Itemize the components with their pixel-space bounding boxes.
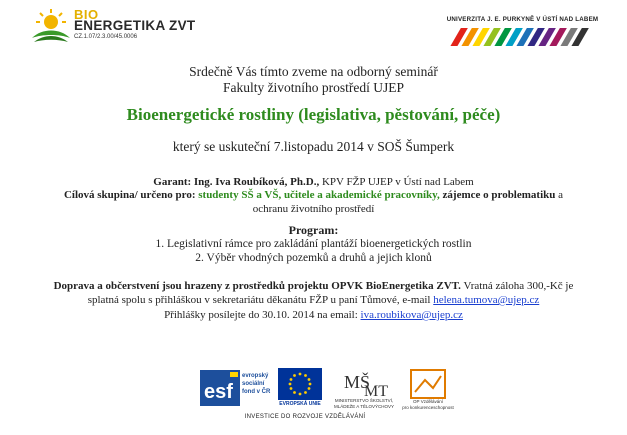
esf-text-3: fond v ČR xyxy=(242,389,271,395)
target-group-line-2: ochranu životního prostředí xyxy=(252,203,375,215)
esf-text-2: sociální xyxy=(242,381,265,387)
program-item-1: 1. Legislativní rámce pro zakládání plantáží bioenergetických rostlin xyxy=(155,238,472,250)
seminar-title: Bioenergetické rostliny (legislativa, pěstování, péče) xyxy=(126,105,501,124)
target-label: Cílová skupina/ určeno pro: xyxy=(63,189,196,201)
application-email-link[interactable]: iva.roubikova@ujep.cz xyxy=(360,309,463,321)
invitation-line: Srdečně Vás tímto zveme na odborný seminář xyxy=(189,64,438,79)
msmt-logo-icon xyxy=(334,368,394,398)
ujep-logo xyxy=(430,16,615,50)
svg-text:MŠ: MŠ xyxy=(344,372,371,392)
target-tail: a xyxy=(555,189,564,201)
target-group-line xyxy=(0,189,627,201)
eu-logo xyxy=(278,368,322,408)
payment-text: splatná spolu s přihláškou v sekretariátu děkanátu FŽP u paní Tůmové, e-mail xyxy=(87,294,434,306)
svg-text:esf: esf xyxy=(204,381,233,403)
application-line xyxy=(0,309,627,321)
opvk-logo xyxy=(402,368,454,410)
opvk-logo-icon xyxy=(405,368,451,400)
eu-text: EVROPSKÁ UNIE xyxy=(279,401,321,407)
logo-bio-text: BIO xyxy=(74,7,99,22)
garant-line xyxy=(0,176,627,188)
ujep-logo-text: UNIVERZITA J. E. PURKYNĚ V ÚSTÍ NAD LABEM xyxy=(446,16,599,23)
funding-line xyxy=(0,280,627,292)
date-line: který se uskuteční 7.listopadu 2014 v SOŠ Šumperk xyxy=(172,139,455,154)
ujep-stripes-icon xyxy=(448,26,598,48)
opvk-text-1: OP Vzdělávání xyxy=(413,399,443,404)
faculty-line: Fakulty životního prostředí UJEP xyxy=(222,80,405,95)
esf-logo xyxy=(200,368,272,408)
eu-flag-icon xyxy=(278,368,322,400)
footer-caption: INVESTICE DO ROZVOJE VZDĚLÁVÁNÍ xyxy=(244,414,366,420)
msmt-text-2: MLÁDEŽE A TĚLOVÝCHOVY xyxy=(334,403,394,409)
payment-line xyxy=(0,294,627,306)
sun-leaf-icon xyxy=(30,8,72,44)
program-heading: Program: xyxy=(288,223,339,237)
garant-label: Garant: Ing. Iva Roubíková, Ph.D., xyxy=(153,176,320,188)
payment-email-link[interactable]: helena.tumova@ujep.cz xyxy=(433,294,540,306)
bioenergetika-logo xyxy=(30,6,200,46)
logo-project-code: CZ.1.07/2.3.00/45.0006 xyxy=(74,34,138,40)
funding-rest: Vratná záloha 300,-Kč je xyxy=(460,280,574,292)
program-item-2: 2. Výběr vhodných pozemků a druhů a jejich klonů xyxy=(195,252,432,264)
esf-text-1: evropský xyxy=(242,373,269,379)
logo-energetika-text: ENERGETIKA ZVT xyxy=(74,18,196,33)
target-audience: studenty SŠ a VŠ, učitele a akademické pracovníky, xyxy=(195,189,440,201)
target-rest: zájemce o problematiku xyxy=(439,189,556,201)
opvk-text-2: pro konkurenceschopnost xyxy=(402,404,454,410)
application-text: Přihlášky posílejte do 30.10. 2014 na email: xyxy=(164,309,361,321)
funding-bold: Doprava a občerstvení jsou hrazeny z prostředků projektu OPVK BioEnergetika ZVT. xyxy=(53,280,461,292)
msmt-logo xyxy=(334,368,394,410)
garant-dept: KPV FŽP UJEP v Ústí nad Labem xyxy=(319,176,474,188)
msmt-text-1: MINISTERSTVO ŠKOLSTVÍ, xyxy=(334,398,394,403)
svg-text:MT: MT xyxy=(364,383,388,398)
